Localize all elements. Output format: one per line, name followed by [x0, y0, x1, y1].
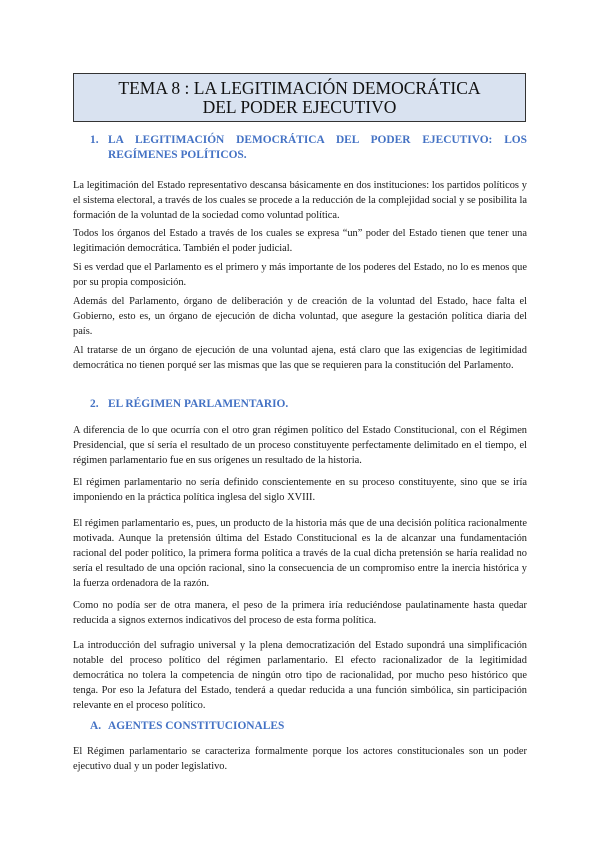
paragraph: La legitimación del Estado representativo descansa básicamente en dos instituciones: los partidos políticos y el sistema electoral, a través de los cuales se procede a la reducción de la complejidad social y se posibilita la formación de la voluntad de la sociedad como voluntad política. — [73, 180, 527, 221]
page-title-box — [73, 73, 526, 122]
page-title: TEMA 8 : LA LEGITIMACIÓN DEMOCRÁTICA DEL PODER EJECUTIVO — [118, 77, 481, 117]
section-1-heading — [90, 133, 527, 163]
section-1-number: 1. — [90, 134, 99, 146]
section-2-heading — [90, 397, 527, 412]
paragraph: La introducción del sufragio universal y la plena democratización del Estado supondrá una simplificación notable del proceso político del régimen parlamentario. El efecto racionalizador de la legitimidad democrática no tolera la competencia de ningún otro tipo de racionalidad, por mucho peso histórico que tenga. Por eso la Jefatura del Estado, tenderá a quedar reducida a una función simbólica, sin participación relevante en el proceso político. — [73, 640, 527, 711]
section-2-title: EL RÉGIMEN PARLAMENTARIO. — [108, 398, 289, 410]
paragraph: Todos los órganos del Estado a través de los cuales se expresa “un” poder del Estado tienen que tener una legitimación democrática. También el poder judicial. — [73, 228, 527, 254]
paragraph: Como no podía ser de otra manera, el peso de la primera iría reduciéndose paulatinamente hasta quedar reducida a signos externos indicativos del proceso de esta forma política. — [73, 600, 527, 626]
paragraph: El régimen parlamentario es, pues, un producto de la historia más que de una decisión política racionalmente motivada. Aunque la pretensión última del Estado Constitucional es la de alcanzar una fundamentación racional del poder político, la primera forma política a través de la cual dicha pretensión se haría realidad no sería el resultado de una opción racional, sino la consecuencia de un compromiso entre la inercia histórica y la fuerza ordenadora de la razón. — [73, 518, 527, 589]
paragraph: El Régimen parlamentario se caracteriza formalmente porque los actores constitucionales son un poder ejecutivo dual y un poder legislativo. — [73, 746, 527, 772]
section-a-title: AGENTES CONSTITUCIONALES — [108, 720, 285, 732]
section-a-number: A. — [90, 720, 102, 732]
section-a-heading — [90, 719, 527, 734]
paragraph: El régimen parlamentario no sería definido conscientemente en su proceso constituyente, sino que se iría imponiendo en la práctica política inglesa del siglo XVIII. — [73, 477, 527, 503]
section-2-number: 2. — [90, 398, 99, 410]
paragraph: Si es verdad que el Parlamento es el primero y más importante de los poderes del Estado, no lo es menos que por su propia composición. — [73, 262, 527, 288]
section-1-title: LA LEGITIMACIÓN DEMOCRÁTICA DEL PODER EJECUTIVO: LOS REGÍMENES POLÍTICOS. — [108, 134, 527, 161]
paragraph: Al tratarse de un órgano de ejecución de una voluntad ajena, está claro que las exigencias de legitimidad democrática no tienen porqué ser las mismas que las que se requieren para la constitución del Parlamento. — [73, 345, 527, 371]
paragraph: Además del Parlamento, órgano de deliberación y de creación de la voluntad del Estado, hace falta el Gobierno, esto es, un órgano de ejecución de dicha voluntad, que asegure la gestación política diaria del país. — [73, 296, 527, 337]
paragraph: A diferencia de lo que ocurría con el otro gran régimen político del Estado Constitucional, con el Régimen Presidencial, que sí sería el resultado de un proceso constituyente perfectamente delimitado en el tiempo, el régimen parlamentario fue en sus orígenes un resultado de la historia. — [73, 425, 527, 466]
